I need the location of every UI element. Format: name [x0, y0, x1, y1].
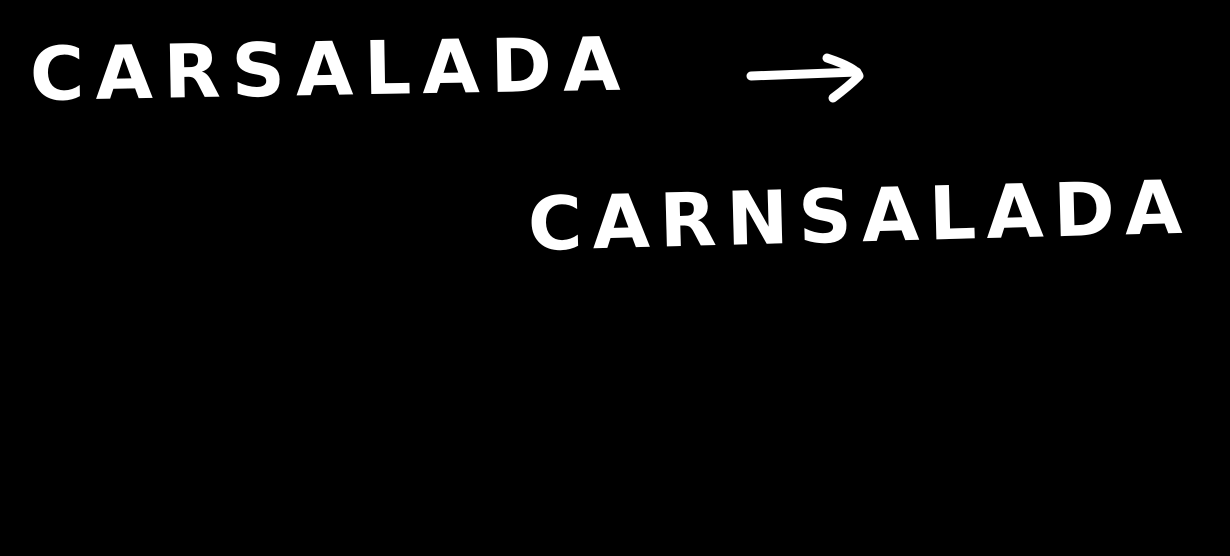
right-arrow-icon — [745, 52, 870, 108]
source-word: CARSALADA — [29, 21, 632, 118]
target-word: CARNSALADA — [526, 164, 1194, 268]
